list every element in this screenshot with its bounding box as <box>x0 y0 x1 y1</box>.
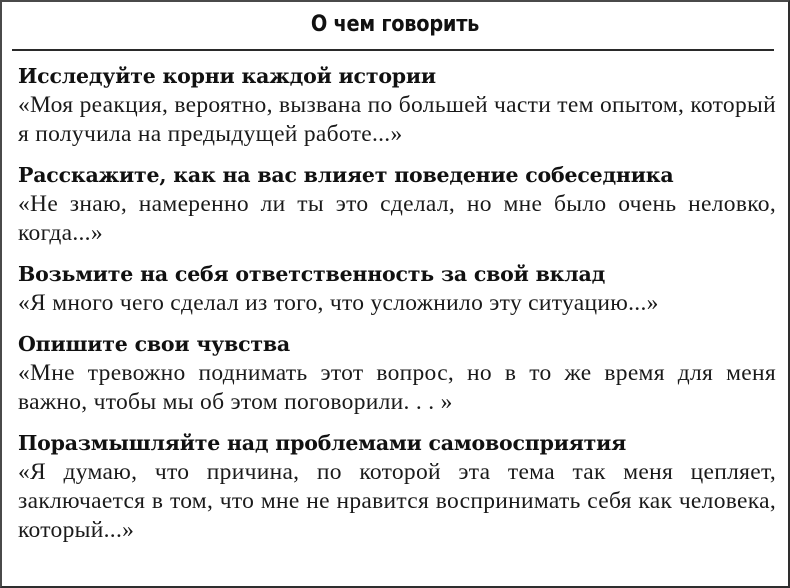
section-explore-roots <box>18 61 776 149</box>
box-title: О чем говорить <box>310 12 480 37</box>
title-divider <box>12 49 774 51</box>
section-quote: «Моя реакция, вероятно, вызвана по большей части тем опытом, который я получила на предыдущей работе...» <box>18 92 776 147</box>
section-heading: Расскажите, как на вас влияет поведение собеседника <box>18 163 674 187</box>
section-heading: Поразмышляйте над проблемами самовосприятия <box>18 431 627 455</box>
section-quote: «Я думаю, что причина, по которой эта тема так меня цепляет, заключается в том, что мне не нравится воспринимать себя как человека, который...» <box>18 459 776 543</box>
section-heading: Исследуйте корни каждой истории <box>18 64 436 88</box>
section-heading: Возьмите на себя ответственность за свой вклад <box>18 262 606 286</box>
section-impact <box>18 160 776 248</box>
section-quote: «Не знаю, намеренно ли ты это сделал, но мне было очень неловко, когда...» <box>18 191 776 246</box>
content-list <box>18 61 776 556</box>
section-quote: «Мне тревожно поднимать этот вопрос, но в то же время для меня важно, чтобы мы об этом поговорили. . . » <box>18 360 776 415</box>
section-heading: Опишите свои чувства <box>18 332 291 356</box>
section-self-perception <box>18 428 776 545</box>
section-quote: «Я много чего сделал из того, что усложнило эту ситуацию...» <box>18 290 659 316</box>
section-feelings <box>18 329 776 417</box>
section-responsibility <box>18 259 776 318</box>
